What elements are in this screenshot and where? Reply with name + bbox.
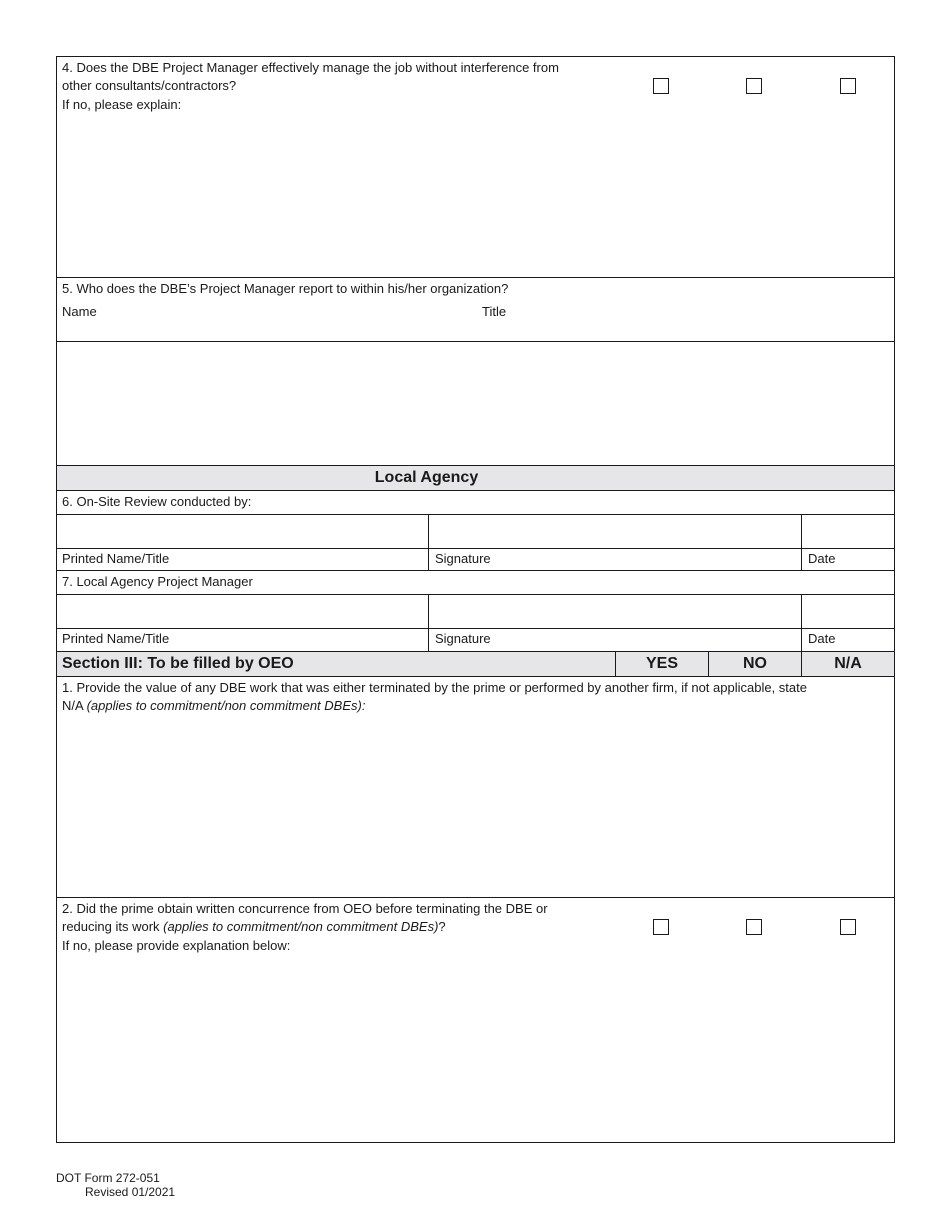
- s3-q2-line2: [62, 918, 446, 936]
- revised-date: Revised 01/2021: [85, 1185, 176, 1199]
- s3-q2-na-checkbox[interactable]: [840, 919, 856, 935]
- s3-q2-yes-checkbox[interactable]: [653, 919, 669, 935]
- local-agency-heading: Local Agency: [374, 469, 479, 486]
- section3-heading: Section III: To be filled by OEO: [62, 655, 294, 672]
- divider: [57, 628, 894, 629]
- no-column-header: NO: [743, 655, 767, 672]
- q6-printed-name-label: Printed Name/Title: [62, 551, 170, 566]
- na-column-header: N/A: [834, 655, 862, 672]
- s3-q2-line2-suffix: ?: [438, 919, 446, 934]
- q7-signature-field[interactable]: [431, 596, 798, 627]
- s3-q2-no-checkbox[interactable]: [746, 919, 762, 935]
- divider: [428, 594, 429, 651]
- q7-printed-name-field[interactable]: [59, 596, 425, 627]
- divider: [57, 676, 894, 677]
- divider: [57, 490, 894, 491]
- q4-yes-checkbox[interactable]: [653, 78, 669, 94]
- s3-q1-line2-italic: (applies to commitment/non commitment DBEs):: [86, 698, 366, 713]
- divider: [57, 548, 894, 549]
- s3-q2-explanation-field[interactable]: [61, 959, 890, 1137]
- s3-q2-line2-prefix: reducing its work: [62, 919, 164, 934]
- s3-q2-line3: If no, please provide explanation below:: [62, 938, 291, 953]
- q4-explanation-field[interactable]: [61, 117, 890, 275]
- q5-question: 5. Who does the DBE’s Project Manager report to within his/her organization?: [62, 281, 509, 296]
- s3-q1-line1: 1. Provide the value of any DBE work that was either terminated by the prime or performed by another firm, if not applicable, state: [62, 680, 807, 695]
- s3-q2-line1: 2. Did the prime obtain written concurrence from OEO before terminating the DBE or: [62, 901, 548, 916]
- q6-date-label: Date: [808, 551, 836, 566]
- form-number: DOT Form 272-051: [56, 1171, 160, 1185]
- divider: [801, 594, 802, 651]
- dbe-review-form: [56, 56, 895, 1143]
- divider: [801, 514, 802, 570]
- s3-q1-answer-field[interactable]: [61, 718, 890, 894]
- q5-answer-field[interactable]: [61, 344, 890, 464]
- q5-name-label: Name: [62, 304, 97, 319]
- q4-text-line3: If no, please explain:: [62, 97, 182, 112]
- divider: [57, 277, 894, 278]
- s3-q2-line2-italic: (applies to commitment/non commitment DBEs): [163, 919, 439, 934]
- q6-printed-name-field[interactable]: [59, 516, 425, 547]
- q6-signature-field[interactable]: [431, 516, 798, 547]
- s3-q1-line2: [62, 697, 365, 715]
- divider: [57, 570, 894, 571]
- q6-signature-label: Signature: [435, 551, 491, 566]
- divider: [57, 514, 894, 515]
- q7-date-label: Date: [808, 631, 836, 646]
- q4-text-line1: 4. Does the DBE Project Manager effectively manage the job without interference from: [62, 60, 559, 75]
- q6-label: 6. On-Site Review conducted by:: [62, 494, 252, 509]
- q7-signature-label: Signature: [435, 631, 491, 646]
- divider: [57, 897, 894, 898]
- q5-title-label: Title: [482, 304, 507, 319]
- divider: [57, 594, 894, 595]
- q4-text-line2: other consultants/contractors?: [62, 78, 237, 93]
- q4-na-checkbox[interactable]: [840, 78, 856, 94]
- q7-date-field[interactable]: [804, 596, 892, 627]
- q7-printed-name-label: Printed Name/Title: [62, 631, 170, 646]
- q6-date-field[interactable]: [804, 516, 892, 547]
- yes-column-header: YES: [645, 655, 678, 672]
- divider: [57, 341, 894, 342]
- q7-label: 7. Local Agency Project Manager: [62, 574, 253, 589]
- s3-q1-line2-prefix: N/A: [62, 698, 87, 713]
- q4-no-checkbox[interactable]: [746, 78, 762, 94]
- divider: [428, 514, 429, 570]
